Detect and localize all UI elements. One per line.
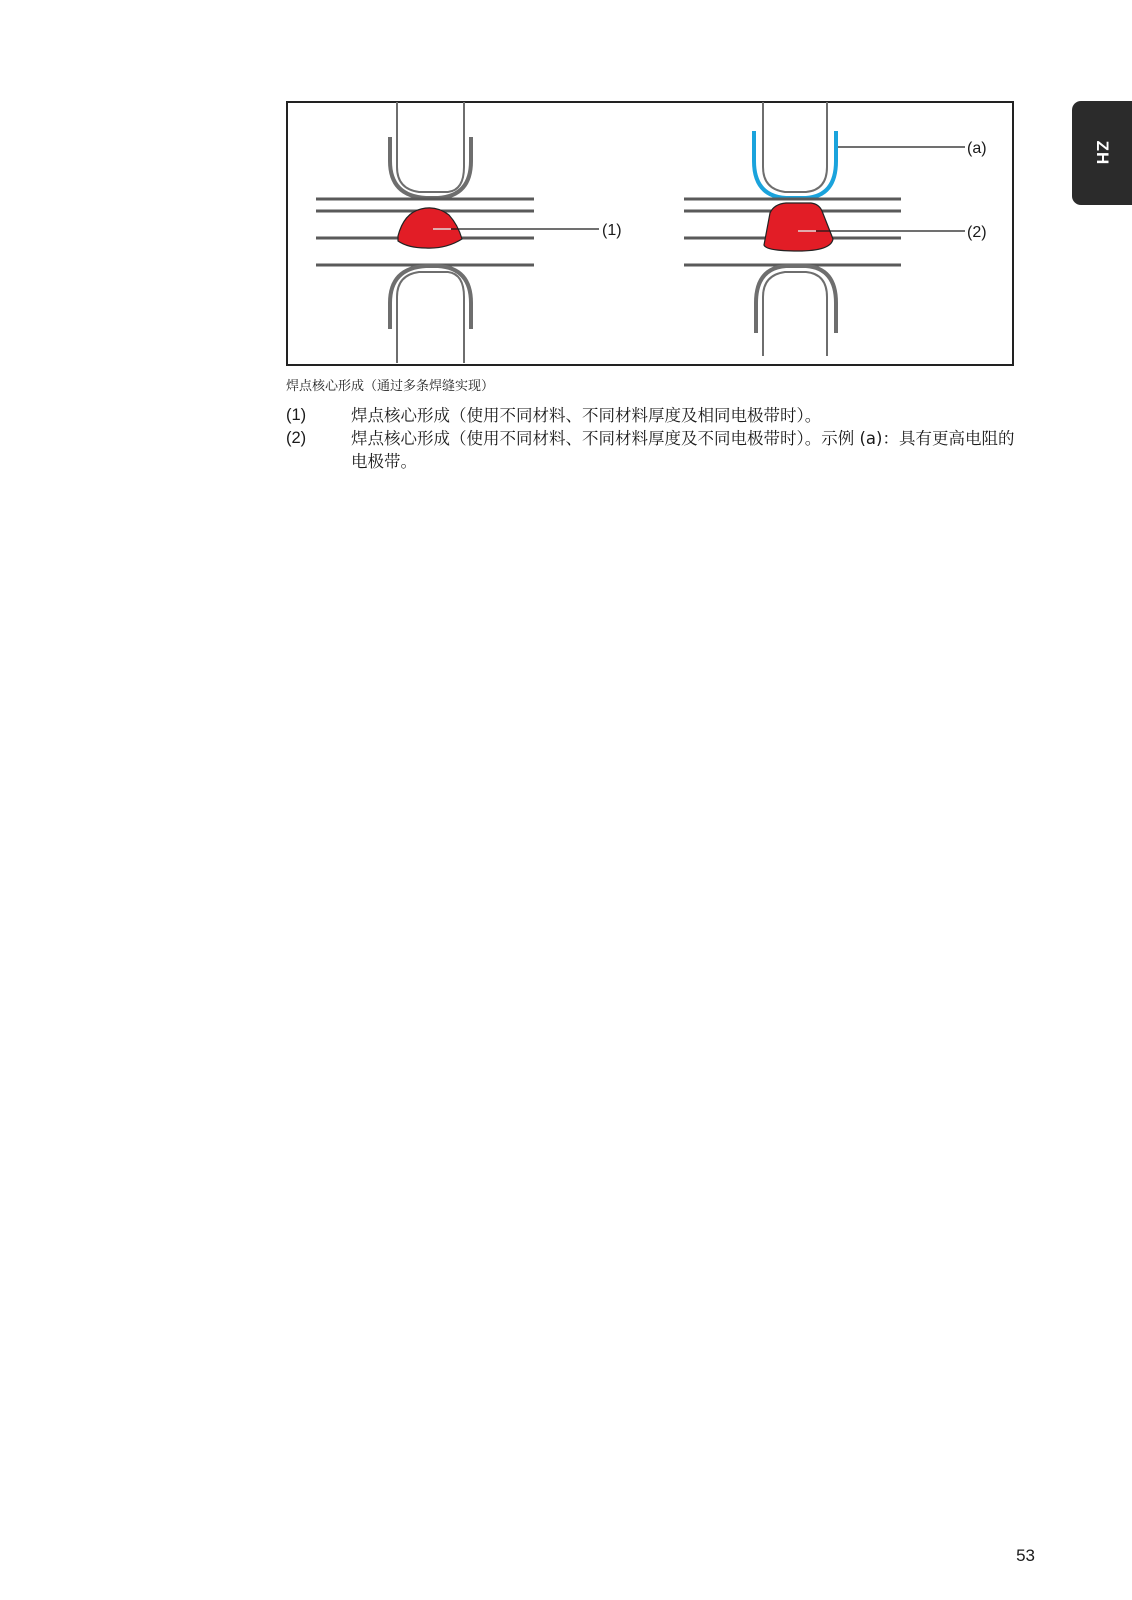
legend-key: (2) — [286, 429, 307, 447]
left-weld-assembly — [316, 102, 599, 363]
right-weld-assembly — [684, 102, 965, 356]
legend-text: 焊点核心形成（使用不同材料、不同材料厚度及相同电极带时）。 — [351, 406, 822, 425]
legend-item — [286, 404, 1026, 427]
legend-text: 焊点核心形成（使用不同材料、不同材料厚度及不同电极带时）。示例 (a)：具有更高电阻的电极带。 — [351, 429, 1015, 471]
spot-weld-diagram — [286, 101, 1026, 368]
language-tab-label: ZH — [1093, 140, 1112, 166]
callout-1-label: (1) — [602, 222, 622, 239]
figure-frame — [287, 102, 1013, 365]
figure-legend — [286, 404, 1026, 473]
left-upper-electrode — [390, 102, 471, 198]
language-tab — [1072, 101, 1132, 205]
legend-key: (1) — [286, 406, 307, 424]
page-number: 53 — [1016, 1546, 1035, 1565]
callout-a-label: (a) — [967, 140, 987, 157]
left-lower-electrode — [390, 266, 471, 363]
legend-item — [286, 427, 1026, 473]
callout-2-label: (2) — [967, 224, 987, 241]
right-upper-electrode — [754, 102, 836, 198]
right-lower-electrode — [756, 266, 836, 356]
spot-weld-figure — [286, 101, 1026, 368]
left-weld-nugget — [398, 208, 462, 248]
figure-caption: 焊点核心形成（通过多条焊缝实现） — [286, 379, 495, 394]
